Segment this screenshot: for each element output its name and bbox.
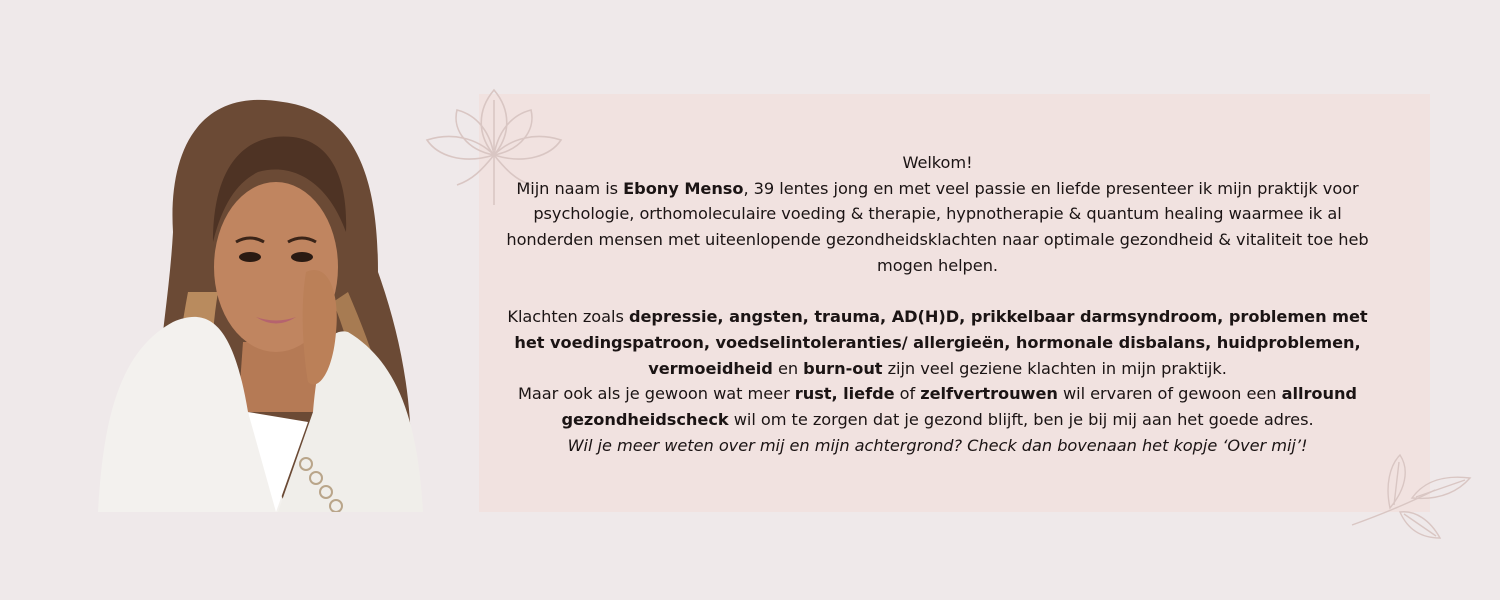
- owner-name: Ebony Menso: [623, 178, 744, 198]
- cta-text: Wil je meer weten over mij en mijn achtergrond? Check dan bovenaan het kopje ‘Over mij’!: [567, 435, 1308, 455]
- intro-text: [500, 150, 1375, 458]
- extra-paragraph: Maar ook als je gewoon wat meer rust, liefde of zelfvertrouwen wil ervaren of gewoon een allround gezondheidscheck wil om te zorgen dat je gezond blijft, ben je bij mij aan het goede adres.: [518, 384, 1357, 430]
- greeting: Welkom!: [902, 153, 973, 172]
- intro-paragraph: Mijn naam is Ebony Menso, 39 lentes jong en met veel passie en liefde presenteer ik mijn praktijk voor psychologie, orthomoleculaire voeding & therapie, hypnotherapie & quantum healing waarmee ik al honderden mensen met uiteenlopende gezondheidsklachten naar optimale gezondheid & vitaliteit toe heb mogen helpen.: [506, 178, 1369, 275]
- portrait-photo: [78, 92, 424, 512]
- leaves-icon: [1350, 450, 1475, 545]
- complaints-paragraph: Klachten zoals depressie, angsten, trauma, AD(H)D, prikkelbaar darmsyndroom, problemen met het voedingspatroon, voedselintoleranties/ allergieën, hormonale disbalans, huidproblemen, vermoeidheid en burn-out zijn veel geziene klachten in mijn praktijk.: [507, 307, 1368, 378]
